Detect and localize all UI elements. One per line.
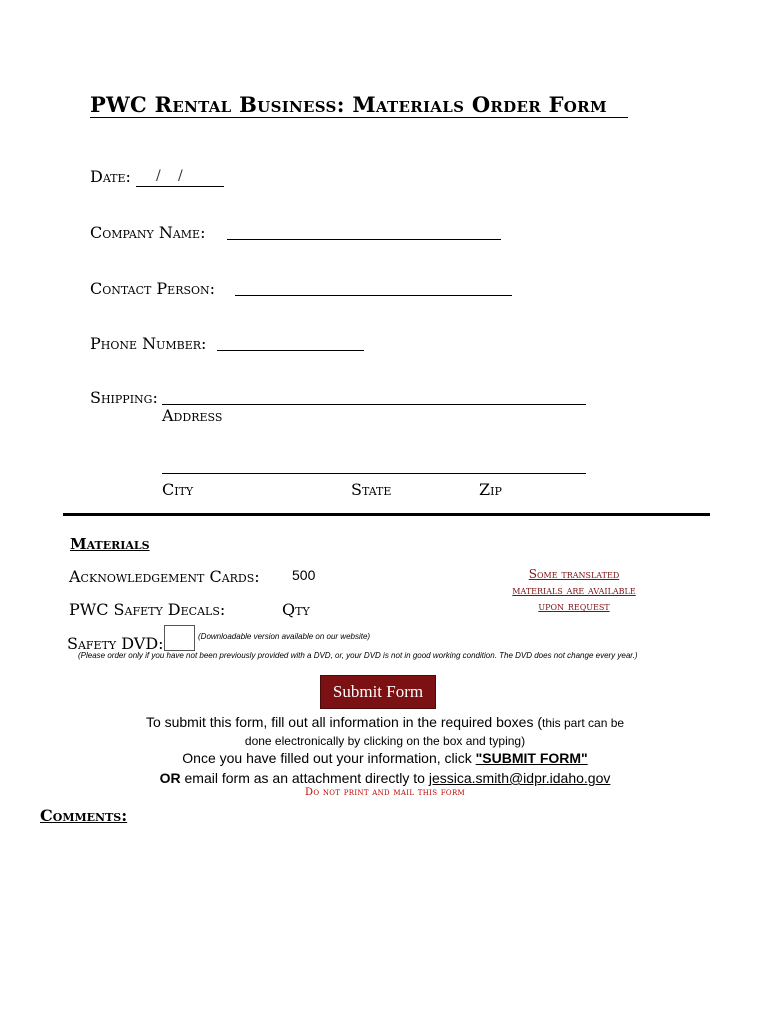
comments-field[interactable] — [40, 830, 730, 1000]
safety-dvd-input[interactable] — [164, 625, 195, 651]
comments-label: Comments: — [40, 806, 128, 825]
submit-instructions-line1: To submit this form, fill out all information in the required boxes (this part can be — [145, 714, 625, 730]
ack-cards-label: Acknowledgement Cards: — [69, 567, 260, 586]
date-separator: / — [178, 168, 183, 184]
date-field[interactable] — [136, 168, 224, 186]
ack-cards-input[interactable]: 500 — [292, 567, 316, 583]
decals-label: PWC Safety Decals: — [69, 600, 226, 619]
contact-person-label: Contact Person: — [90, 279, 216, 298]
page-title: PWC Rental Business: Materials Order Form — [90, 92, 607, 117]
submit-instructions-line2: done electronically by clicking on the box and typing) — [244, 734, 526, 748]
state-label: State — [351, 480, 392, 499]
safety-dvd-label: Safety DVD: — [67, 634, 164, 653]
zip-label: Zip — [479, 480, 502, 499]
phone-number-label: Phone Number: — [90, 334, 207, 353]
contact-person-field[interactable] — [235, 295, 512, 296]
submit-instructions-line3: Once you have filled out your information, click "SUBMIT FORM" — [182, 750, 588, 766]
qty-label: Qty — [282, 600, 310, 619]
address-label: Address — [162, 406, 223, 425]
date-separator: / — [156, 168, 161, 184]
section-divider — [63, 513, 710, 516]
city-state-zip-field[interactable] — [162, 473, 586, 474]
submit-form-button[interactable]: Submit Form — [320, 675, 436, 709]
materials-heading: Materials — [70, 535, 150, 553]
title-underline — [90, 117, 628, 118]
address-field[interactable] — [162, 404, 586, 405]
dvd-order-note: (Please order only if you have not been previously provided with a DVD, or, your DVD is not in good working condition. The DVD does not change every year.) — [78, 651, 638, 660]
translated-materials-note: Some translated materials are available upon request — [512, 567, 636, 613]
shipping-label: Shipping: — [90, 388, 158, 407]
dvd-download-note: (Downloadable version available on our website) — [198, 632, 371, 641]
submit-instructions-line4: OR email form as an attachment directly to jessica.smith@idpr.idaho.gov — [159, 770, 611, 786]
date-label: Date: — [90, 167, 131, 186]
phone-number-field[interactable] — [217, 350, 364, 351]
company-name-label: Company Name: — [90, 223, 206, 242]
do-not-print-warning: Do not print and mail this form — [305, 787, 465, 798]
city-label: City — [162, 480, 194, 499]
company-name-field[interactable] — [227, 239, 501, 240]
email-link[interactable]: jessica.smith@idpr.idaho.gov — [428, 770, 611, 786]
